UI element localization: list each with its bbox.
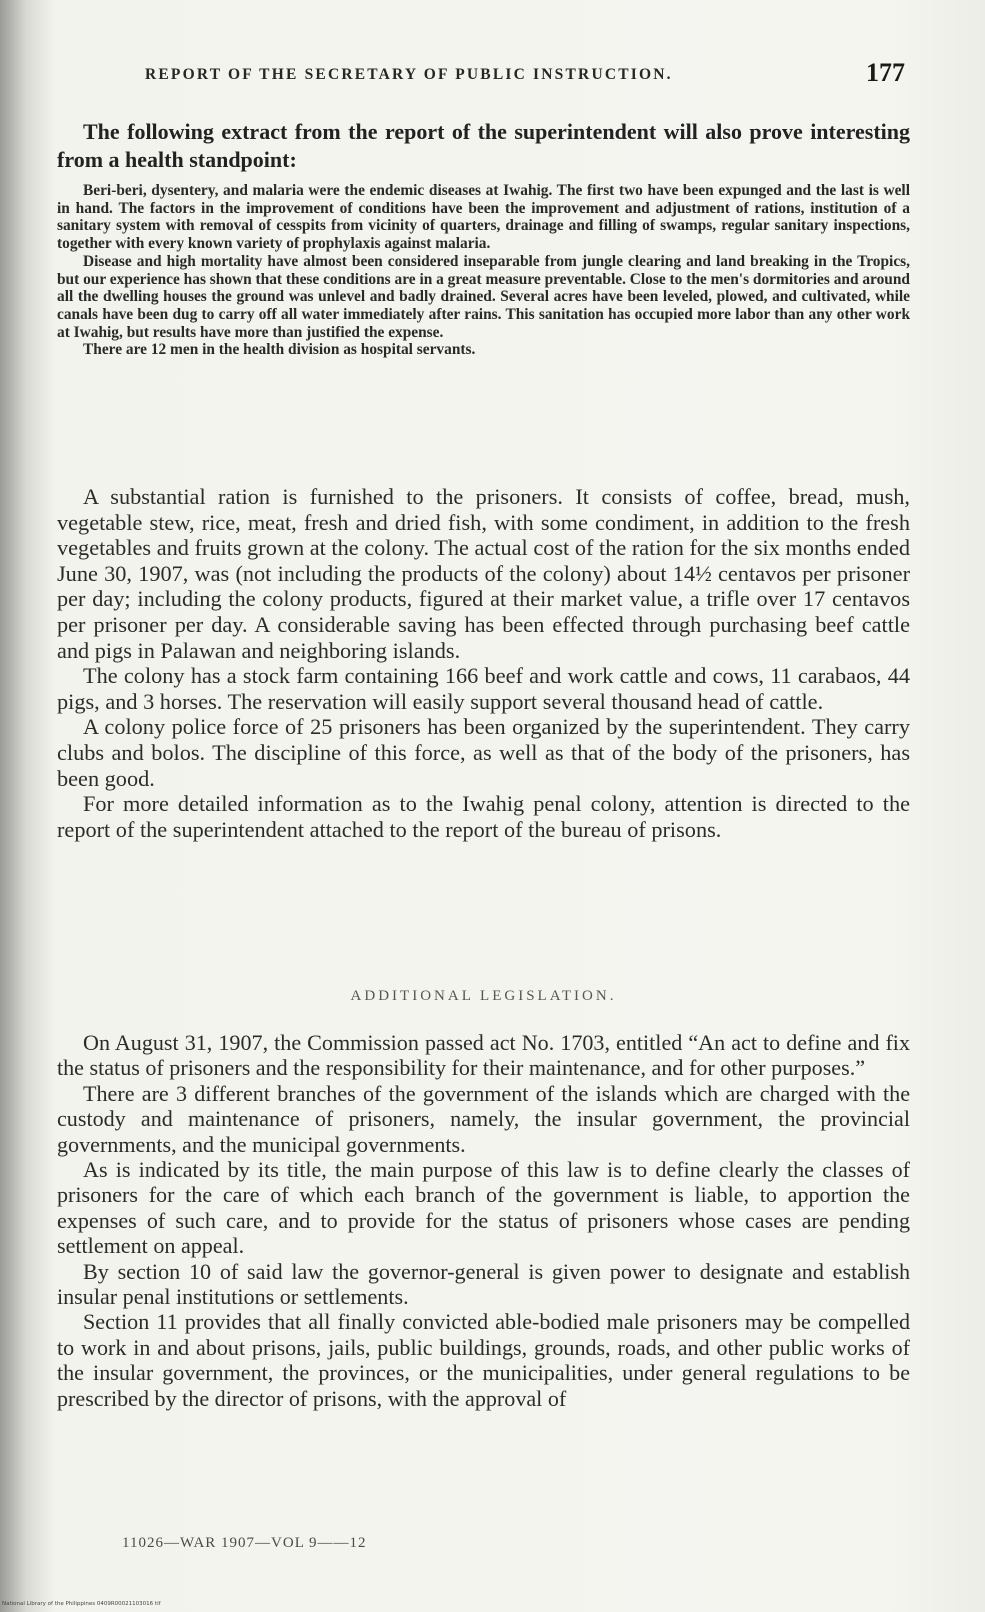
signature-line: 11026—WAR 1907—VOL 9——12 [122,1535,367,1551]
body-paragraph: Section 11 provides that all finally convicted able-bodied male prisoners may be compelled to work in and about prisons, jails, public buildings, grounds, roads, and other public works of the insular government, the provinces, or the municipalities, under general regulations to be prescribed by the director of prisons, with the approval of [57,1309,910,1411]
extract-paragraph: There are 12 men in the health division as hospital servants. [83,341,476,359]
extract-paragraph: Beri-beri, dysentery, and malaria were the endemic diseases at Iwahig. The first two have been expunged and the last is well in hand. The factors in the improvement of conditions have been the improvement and adjustment of rations, institution of a sanitary system with removal of cesspits from vicinity of quarters, drainage and filling of swamps, regular sanitary inspections, together with every known variety of prophylaxis against malaria. [57,182,910,253]
lead-paragraph: The following extract from the report of the superintendent will also prove interesting from a health standpoint: [57,119,910,172]
body-paragraph: There are 3 different branches of the government of the islands which are charged with the custody and maintenance of prisoners, namely, the insular government, the provincial governments, and the municipal governments. [57,1080,910,1157]
legislation-section [57,1030,910,1411]
section-heading: ADDITIONAL LEGISLATION. [350,988,617,1004]
body-paragraph: The colony has a stock farm containing 166 beef and work cattle and cows, 11 carabaos, 44 pigs, and 3 horses. The reservation will easily support several thousand head of cattle. [57,663,910,714]
body-paragraph: By section 10 of said law the governor-general is given power to designate and establish insular penal institutions or settlements. [57,1258,910,1310]
body-paragraph: As is indicated by its title, the main purpose of this law is to define clearly the classes of prisoners for the care of which each branch of the government is liable, to apportion the expenses of such care, and to provide for the status of prisoners whose cases are pending settlement on appeal. [57,1157,910,1259]
superintendent-extract [57,182,910,359]
body-paragraph: A colony police force of 25 prisoners has been organized by the superintendent. They carry clubs and bolos. The discipline of this force, as well as that of the body of the prisoners, has been good. [57,714,910,791]
extract-paragraph: Disease and high mortality have almost been considered inseparable from jungle clearing and land breaking in the Tropics, but our experience has shown that these conditions are in a great measure preventable. Close to the men's dormitories and around all the dwelling houses the ground was unlevel and badly drained. Several acres have been leveled, plowed, and cultivated, while canals have been dug to carry off all water immediately after rains. This sanitation has occupied more labor than any other work at Iwahig, but results have more than justified the expense. [57,252,910,341]
page-number: 177 [866,58,905,87]
body-paragraph: On August 31, 1907, the Commission passed act No. 1703, entitled “An act to define and fix the status of prisoners and the responsibility for their maintenance, and for other purposes.” [57,1030,910,1081]
body-paragraph: A substantial ration is furnished to the prisoners. It consists of coffee, bread, mush, vegetable stew, rice, meat, fresh and dried fish, with some condiment, in addition to the fresh vegetables and fruits grown at the colony. The actual cost of the ration for the six months ended June 30, 1907, was (not including the products of the colony) about 14½ centavos per prisoner per day; including the colony products, figured at their market value, a trifle over 17 centavos per prisoner per day. A considerable saving has been effected through purchasing beef cattle and pigs in Palawan and neighboring islands. [57,484,910,663]
ration-section [57,484,910,842]
body-paragraph: For more detailed information as to the Iwahig penal colony, attention is directed to the report of the superintendent attached to the report of the bureau of prisons. [57,791,910,842]
running-head: REPORT OF THE SECRETARY OF PUBLIC INSTRUCTION. [145,66,673,83]
scan-credit: National Library of the Philippines 0409R00021103016 tif [2,1601,161,1607]
